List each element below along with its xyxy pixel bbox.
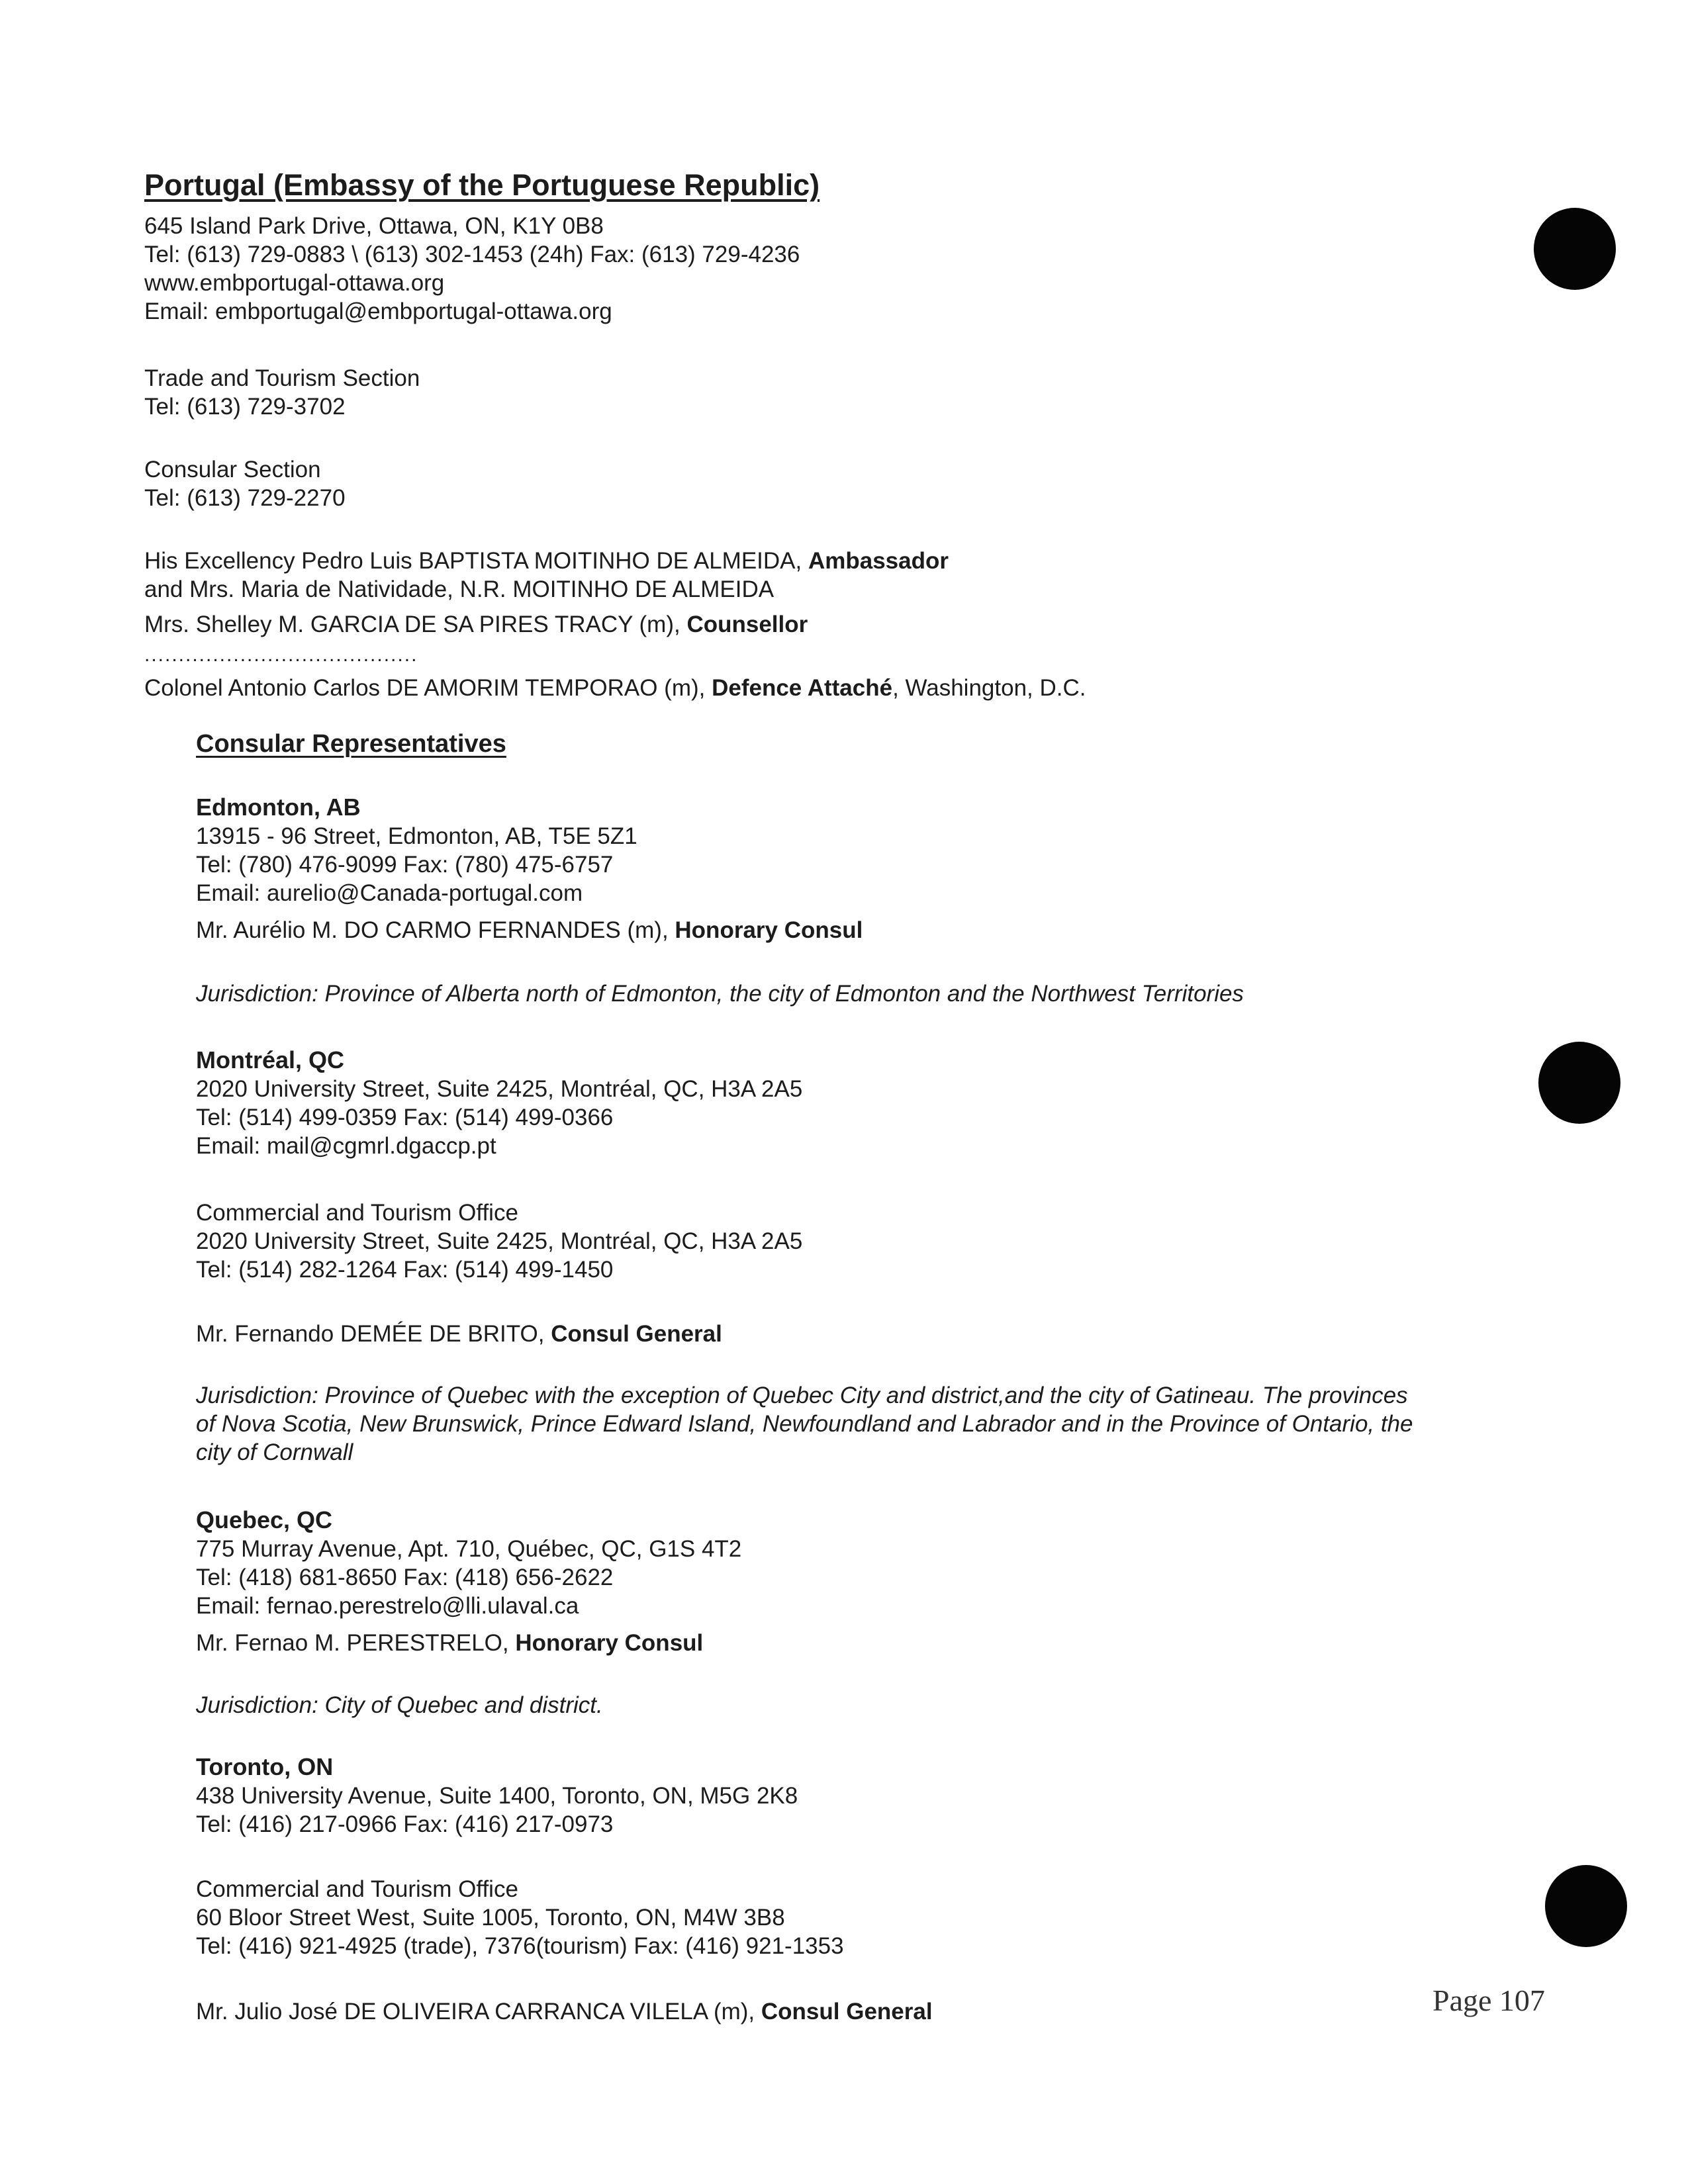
punch-hole-top: [1534, 208, 1616, 290]
trade-section-name: Trade and Tourism Section: [144, 365, 420, 391]
edmonton-tel: Tel: (780) 476-9099 Fax: (780) 475-6757: [196, 852, 614, 878]
quebec-consul-title: Honorary Consul: [515, 1630, 704, 1656]
montreal-jurisdiction-label: Jurisdiction:: [196, 1383, 318, 1408]
edmonton-jurisdiction: [196, 979, 1244, 1009]
page-number: Page 107: [1432, 1983, 1545, 2017]
montreal-office-tel: Tel: (514) 282-1264 Fax: (514) 499-1450: [196, 1257, 614, 1283]
punch-hole-middle: [1538, 1042, 1620, 1124]
toronto-tel: Tel: (416) 217-0966 Fax: (416) 217-0973: [196, 1811, 614, 1837]
edmonton-email: Email: aurelio@Canada-portugal.com: [196, 880, 583, 906]
defence-attache-title: Defence Attaché: [712, 675, 893, 701]
edmonton-jurisdiction-label: Jurisdiction:: [196, 981, 318, 1007]
defence-attache-line: [144, 674, 1086, 703]
quebec-consul-name: Mr. Fernao M. PERESTRELO,: [196, 1630, 516, 1656]
quebec-tel: Tel: (418) 681-8650 Fax: (418) 656-2622: [196, 1565, 614, 1590]
montreal-jurisdiction-text-1: Province of Quebec with the exception of Quebec City and district,and the city of Gatineau. The provinces: [318, 1383, 1408, 1408]
toronto-office-tel: Tel: (416) 921-4925 (trade), 7376(tourism) Fax: (416) 921-1353: [196, 1933, 844, 1959]
montreal-tel: Tel: (514) 499-0359 Fax: (514) 499-0366: [196, 1105, 614, 1130]
toronto-office-address: 60 Bloor Street West, Suite 1005, Toronto, ON, M4W 3B8: [196, 1905, 785, 1931]
trade-section-tel: Tel: (613) 729-3702: [144, 394, 346, 420]
montreal-jurisdiction-line-1: [196, 1381, 1408, 1410]
ambassador-line: [144, 547, 949, 576]
embassy-tel: Tel: (613) 729-0883 \ (613) 302-1453 (24h) Fax: (613) 729-4236: [144, 242, 800, 267]
ambassador-title: Ambassador: [808, 548, 949, 574]
edmonton-city: Edmonton, AB: [196, 794, 361, 821]
edmonton-address: 13915 - 96 Street, Edmonton, AB, T5E 5Z1: [196, 823, 637, 849]
consular-section-tel: Tel: (613) 729-2270: [144, 485, 346, 511]
consular-section-name: Consular Section: [144, 457, 321, 482]
toronto-consul-name: Mr. Julio José DE OLIVEIRA CARRANCA VILELA (m),: [196, 1999, 761, 2025]
quebec-address: 775 Murray Avenue, Apt. 710, Québec, QC, G1S 4T2: [196, 1536, 742, 1562]
quebec-city: Quebec, QC: [196, 1506, 333, 1533]
toronto-office-name: Commercial and Tourism Office: [196, 1876, 518, 1902]
edmonton-consul-title: Honorary Consul: [675, 917, 863, 943]
counsellor-title: Counsellor: [686, 612, 808, 637]
montreal-jurisdiction-line-3: city of Cornwall: [196, 1439, 353, 1465]
edmonton-consul-name: Mr. Aurélio M. DO CARMO FERNANDES (m),: [196, 917, 675, 943]
counsellor-name: Mrs. Shelley M. GARCIA DE SA PIRES TRACY (m),: [144, 612, 687, 637]
toronto-consul-line: [196, 1997, 933, 2026]
page-title: Portugal (Embassy of the Portuguese Republic): [144, 168, 820, 202]
quebec-jurisdiction-text: City of Quebec and district.: [318, 1692, 603, 1718]
ambassador-spouse: and Mrs. Maria de Natividade, N.R. MOITINHO DE ALMEIDA: [144, 576, 774, 602]
counsellor-line: [144, 610, 808, 639]
defence-attache-location: , Washington, D.C.: [892, 675, 1086, 701]
edmonton-consul-line: [196, 916, 863, 945]
montreal-consul-line: [196, 1320, 722, 1349]
edmonton-jurisdiction-text: Province of Alberta north of Edmonton, the city of Edmonton and the Northwest Territories: [318, 981, 1244, 1007]
toronto-city: Toronto, ON: [196, 1753, 334, 1780]
montreal-consul-name: Mr. Fernando DEMÉE DE BRITO,: [196, 1321, 551, 1347]
montreal-consul-title: Consul General: [551, 1321, 722, 1347]
toronto-address: 438 University Avenue, Suite 1400, Toronto, ON, M5G 2K8: [196, 1783, 798, 1809]
embassy-address: 645 Island Park Drive, Ottawa, ON, K1Y 0B8: [144, 213, 604, 239]
ambassador-name: His Excellency Pedro Luis BAPTISTA MOITINHO DE ALMEIDA,: [144, 548, 808, 574]
quebec-consul-line: [196, 1629, 703, 1658]
montreal-jurisdiction-line-2: of Nova Scotia, New Brunswick, Prince Edward Island, Newfoundland and Labrador and in the Province of Ontario, the: [196, 1411, 1413, 1437]
punch-hole-bottom: [1545, 1865, 1627, 1947]
quebec-email: Email: fernao.perestrelo@lli.ulaval.ca: [196, 1593, 579, 1619]
montreal-address: 2020 University Street, Suite 2425, Montréal, QC, H3A 2A5: [196, 1076, 803, 1102]
quebec-jurisdiction: [196, 1691, 603, 1720]
defence-attache-name: Colonel Antonio Carlos DE AMORIM TEMPORAO (m),: [144, 675, 712, 701]
quebec-jurisdiction-label: Jurisdiction:: [196, 1692, 318, 1718]
montreal-city: Montréal, QC: [196, 1046, 345, 1073]
consular-representatives-heading: Consular Representatives: [196, 730, 506, 758]
montreal-email: Email: mail@cgmrl.dgaccp.pt: [196, 1133, 496, 1159]
embassy-website: www.embportugal-ottawa.org: [144, 270, 445, 296]
montreal-office-name: Commercial and Tourism Office: [196, 1200, 518, 1226]
embassy-email: Email: embportugal@embportugal-ottawa.org: [144, 298, 612, 324]
toronto-consul-title: Consul General: [761, 1999, 933, 2025]
montreal-office-address: 2020 University Street, Suite 2425, Montréal, QC, H3A 2A5: [196, 1228, 803, 1254]
dotted-separator: ........................................: [144, 644, 418, 666]
